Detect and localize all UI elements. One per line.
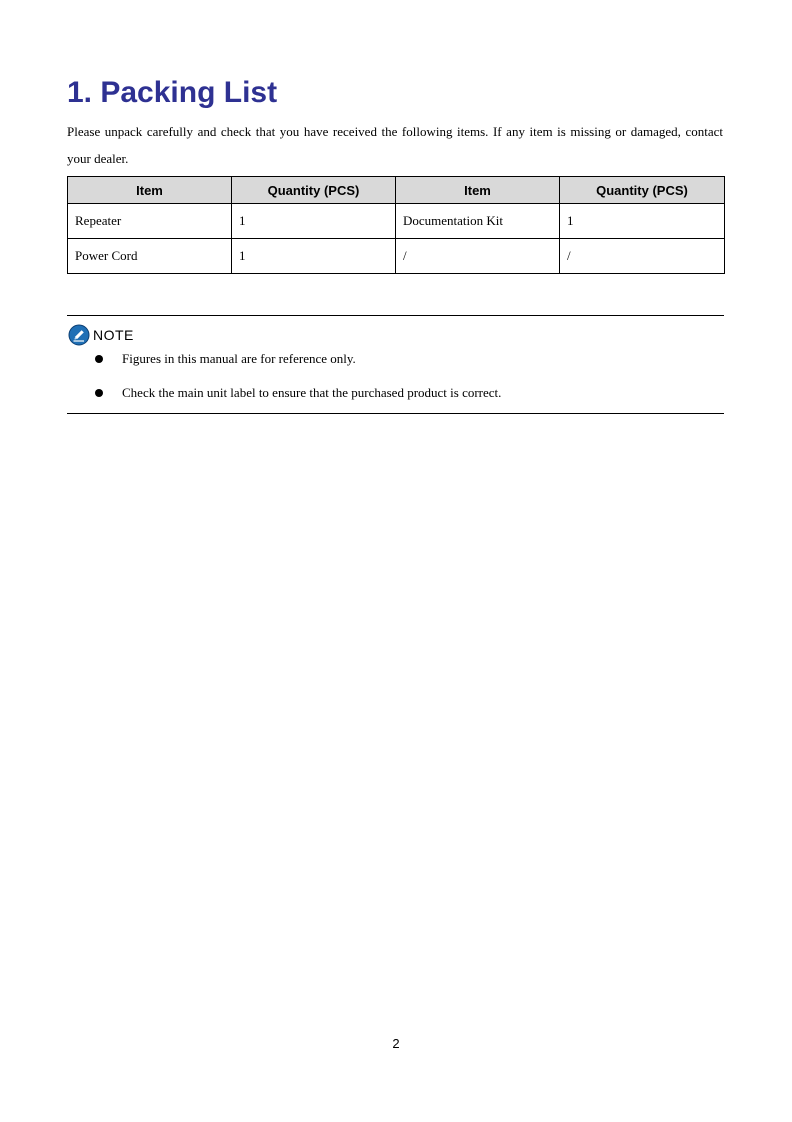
- table-cell: /: [560, 239, 725, 274]
- column-header-quantity: Quantity (PCS): [560, 177, 725, 204]
- packing-list-table: [67, 176, 725, 274]
- list-item: [67, 381, 501, 415]
- column-header-quantity: Quantity (PCS): [232, 177, 396, 204]
- intro-paragraph: Please unpack carefully and check that you have received the following items. If any item is missing or damaged, contact your dealer.: [67, 124, 723, 166]
- bullet-icon: [95, 389, 103, 397]
- note-list: [67, 347, 501, 415]
- note-text: Figures in this manual are for reference only.: [122, 351, 356, 366]
- table-cell: Power Cord: [68, 239, 232, 274]
- table-cell: /: [396, 239, 560, 274]
- table-cell: Documentation Kit: [396, 204, 560, 239]
- page-number: 2: [392, 1036, 400, 1051]
- table-cell: 1: [560, 204, 725, 239]
- column-header-item: Item: [68, 177, 232, 204]
- table-header-row: [68, 177, 725, 204]
- bullet-icon: [95, 355, 103, 363]
- table-cell: 1: [232, 204, 396, 239]
- table-cell: Repeater: [68, 204, 232, 239]
- column-header-item: Item: [396, 177, 560, 204]
- note-label: NOTE: [93, 327, 134, 343]
- pencil-note-icon: [68, 324, 90, 346]
- page-title: 1. Packing List: [67, 76, 278, 109]
- note-block: [67, 315, 724, 414]
- table-row: [68, 204, 725, 239]
- table-row: [68, 239, 725, 274]
- table-cell: 1: [232, 239, 396, 274]
- note-header: [68, 324, 134, 346]
- note-text: Check the main unit label to ensure that the purchased product is correct.: [122, 385, 502, 400]
- list-item: [67, 347, 501, 381]
